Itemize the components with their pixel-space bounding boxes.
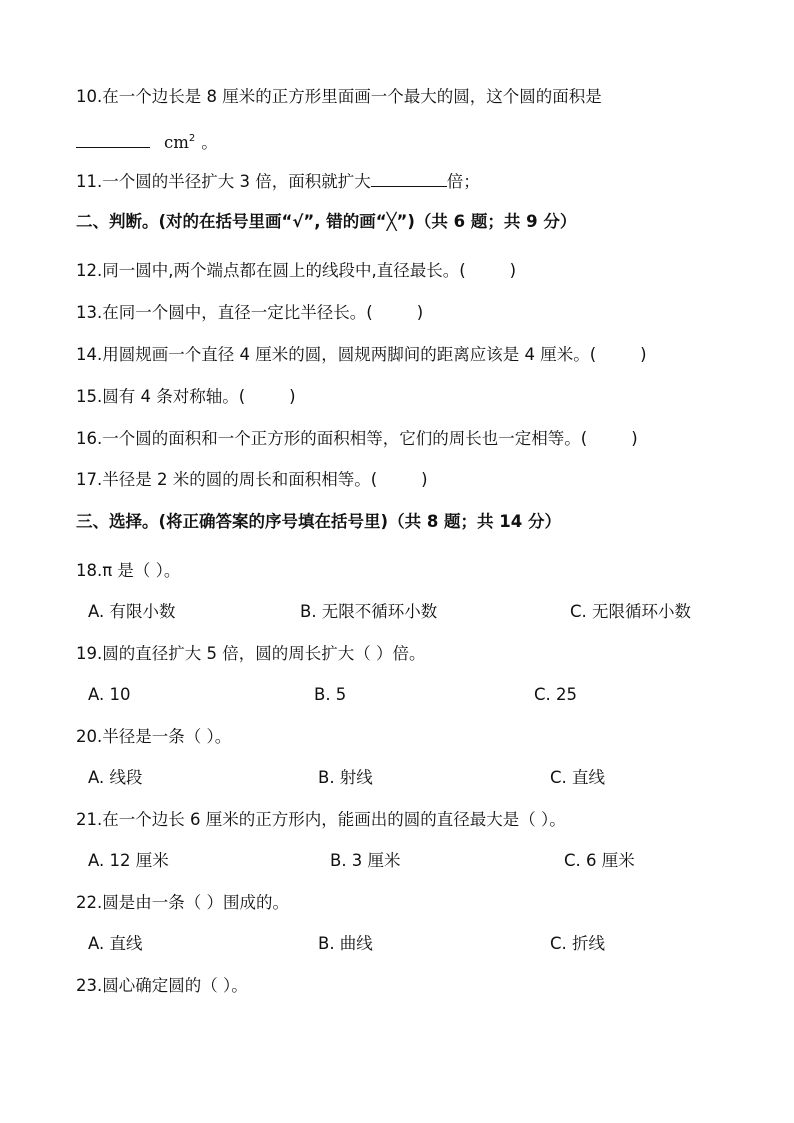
option-c[interactable]: C. 6 厘米 <box>564 851 635 870</box>
option-b[interactable]: B. 射线 <box>318 768 373 787</box>
question-11 <box>76 170 480 193</box>
question-21: 21.在一个边长 6 厘米的正方形内，能画出的圆的直径最大是（ ）。 <box>76 810 566 829</box>
answer-blank[interactable] <box>371 170 447 187</box>
question-text: 16.一个圆的面积和一个正方形的面积相等，它们的周长也一定相等。( <box>76 429 588 448</box>
option-a[interactable]: A. 12 厘米 <box>88 851 169 870</box>
question-text: 17.半径是 2 米的圆的周长和面积相等。( <box>76 470 378 489</box>
question-12 <box>76 260 516 282</box>
option-c[interactable]: C. 25 <box>534 685 578 704</box>
option-a[interactable]: A. 直线 <box>88 934 143 953</box>
question-text: 12.同一圆中,两个端点都在圆上的线段中,直径最长。( <box>76 261 466 280</box>
option-c[interactable]: C. 无限循环小数 <box>570 602 692 621</box>
question-text: 15.圆有 4 条对称轴。( <box>76 387 246 406</box>
option-b[interactable]: B. 无限不循环小数 <box>300 602 438 621</box>
period: 。 <box>201 132 218 152</box>
close-paren: ) <box>421 470 428 489</box>
question-22: 22.圆是由一条（ ）围成的。 <box>76 893 289 912</box>
option-b[interactable]: B. 曲线 <box>318 934 373 953</box>
close-paren: ) <box>416 303 424 322</box>
option-c[interactable]: C. 折线 <box>550 934 606 953</box>
question-10-answer-line <box>76 128 218 154</box>
close-paren: ) <box>289 387 296 406</box>
question-23: 23.圆心确定圆的（ ）。 <box>76 976 248 995</box>
question-10 <box>76 86 602 108</box>
question-16 <box>76 428 638 450</box>
option-a[interactable]: A. 有限小数 <box>88 602 176 621</box>
question-text: 14.用圆规画一个直径 4 厘米的圆，圆规两脚间的距离应该是 4 厘米。( <box>76 345 597 364</box>
question-20: 20.半径是一条（ ）。 <box>76 727 232 746</box>
question-10-text: 10.在一个边长是 8 厘米的正方形里面画一个最大的圆，这个圆的面积是 <box>76 87 602 106</box>
question-17 <box>76 469 428 491</box>
question-11-suffix: 倍； <box>446 172 480 191</box>
option-a[interactable]: A. 线段 <box>88 768 143 787</box>
question-18: 18.π 是（ ）。 <box>76 561 181 580</box>
question-14 <box>76 344 647 366</box>
unit-cm: cm <box>164 132 189 152</box>
question-text: 13.在同一个圆中，直径一定比半径长。( <box>76 303 373 322</box>
answer-blank[interactable] <box>76 131 150 148</box>
section-heading-choice: 三、选择。(将正确答案的序号填在括号里)（共 8 题；共 14 分） <box>76 512 562 531</box>
option-a[interactable]: A. 10 <box>88 685 131 704</box>
close-paren: ) <box>509 261 517 280</box>
question-11-text: 11.一个圆的半径扩大 3 倍，面积就扩大 <box>76 172 371 191</box>
question-13 <box>76 302 423 324</box>
option-b[interactable]: B. 5 <box>314 685 347 704</box>
section-heading-judge: 二、判断。(对的在括号里画“√”, 错的画“╳”)（共 6 题；共 9 分） <box>76 212 577 231</box>
question-19: 19.圆的直径扩大 5 倍，圆的周长扩大（ ）倍。 <box>76 644 426 663</box>
option-c[interactable]: C. 直线 <box>550 768 606 787</box>
unit-exponent: 2 <box>188 133 196 144</box>
question-15 <box>76 386 296 408</box>
close-paren: ) <box>640 345 647 364</box>
close-paren: ) <box>631 429 638 448</box>
option-b[interactable]: B. 3 厘米 <box>330 851 401 870</box>
